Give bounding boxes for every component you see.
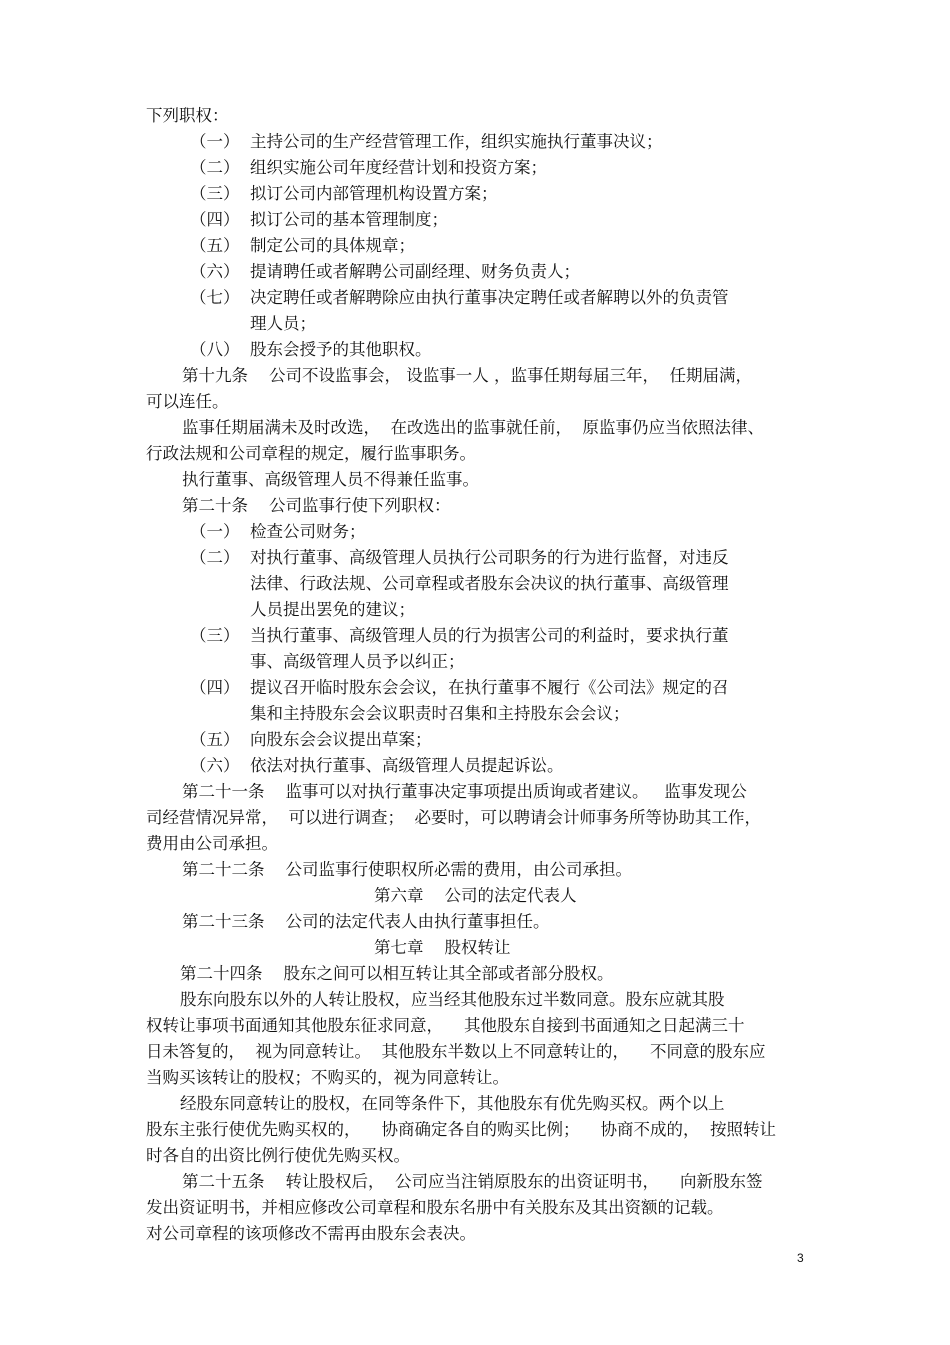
line-text: 司经营情况异常， 可以进行调查； 必要时，可以聘请会计师事务所等协助其工作，	[146, 808, 761, 827]
text-line	[0, 649, 950, 675]
text-line	[0, 779, 950, 805]
text-line	[0, 103, 950, 129]
item-number: （二）	[190, 158, 240, 177]
text-line	[0, 181, 950, 207]
item-text: 向股东会会议提出草案；	[250, 730, 432, 749]
text-line	[0, 389, 950, 415]
line-text: 经股东同意转让的股权，在同等条件下，其他股东有优先购买权。两个以上	[180, 1094, 725, 1113]
text-line	[0, 1221, 950, 1247]
item-number: （四）	[190, 678, 240, 697]
item-text: 股东会授予的其他职权。	[250, 340, 432, 359]
text-line	[0, 935, 950, 961]
text-line	[0, 571, 950, 597]
text-line	[0, 961, 950, 987]
item-number: （一）	[190, 522, 240, 541]
line-text: 对公司章程的该项修改不需再由股东会表决。	[146, 1224, 476, 1243]
line-text: 事、高级管理人员予以纠正；	[250, 652, 465, 671]
text-line	[0, 883, 950, 909]
line-text: 第二十二条 公司监事行使职权所必需的费用，由公司承担。	[182, 860, 632, 879]
line-text: 第二十四条 股东之间可以相互转让其全部或者部分股权。	[180, 964, 614, 983]
text-line	[0, 597, 950, 623]
line-text: 发出资证明书，并相应修改公司章程和股东名册中有关股东及其出资额的记载。	[146, 1198, 724, 1217]
text-line	[0, 831, 950, 857]
item-text: 拟订公司内部管理机构设置方案；	[250, 184, 498, 203]
line-text: 权转让事项书面通知其他股东征求同意， 其他股东自接到书面通知之日起满三十	[146, 1016, 745, 1035]
item-number: （八）	[190, 340, 240, 359]
text-line	[0, 363, 950, 389]
page-number: 3	[797, 1251, 804, 1265]
line-text: 第二十一条 监事可以对执行董事决定事项提出质询或者建议。 监事发现公	[182, 782, 747, 801]
text-line	[0, 727, 950, 753]
text-line	[0, 207, 950, 233]
text-line	[0, 311, 950, 337]
line-text: 股东主张行使优先购买权的， 协商确定各自的购买比例； 协商不成的， 按照转让	[146, 1120, 776, 1139]
text-line	[0, 753, 950, 779]
line-text: 第二十三条 公司的法定代表人由执行董事担任。	[182, 912, 550, 931]
item-number: （一）	[190, 132, 240, 151]
text-line	[0, 233, 950, 259]
text-line	[0, 337, 950, 363]
text-line	[0, 467, 950, 493]
item-text: 对执行董事、高级管理人员执行公司职务的行为进行监督，对违反	[250, 548, 729, 567]
text-line	[0, 519, 950, 545]
item-number: （二）	[190, 548, 240, 567]
line-text: 可以连任。	[146, 392, 229, 411]
item-number: （三）	[190, 626, 240, 645]
line-text: 第六章 公司的法定代表人	[374, 886, 577, 905]
item-text: 当执行董事、高级管理人员的行为损害公司的利益时，要求执行董	[250, 626, 729, 645]
text-line	[0, 1195, 950, 1221]
item-number: （五）	[190, 730, 240, 749]
item-number: （三）	[190, 184, 240, 203]
text-line	[0, 259, 950, 285]
item-text: 决定聘任或者解聘除应由执行董事决定聘任或者解聘以外的负责管	[250, 288, 729, 307]
text-line	[0, 545, 950, 571]
line-text: 法律、行政法规、公司章程或者股东会决议的执行董事、高级管理	[250, 574, 729, 593]
line-text: 集和主持股东会会议职责时召集和主持股东会会议；	[250, 704, 630, 723]
text-line	[0, 701, 950, 727]
text-line	[0, 805, 950, 831]
item-text: 提议召开临时股东会会议，在执行董事不履行《公司法》规定的召	[250, 678, 729, 697]
text-line	[0, 285, 950, 311]
line-text: 股东向股东以外的人转让股权，应当经其他股东过半数同意。股东应就其股	[180, 990, 725, 1009]
line-text: 当购买该转让的股权；不购买的，视为同意转让。	[146, 1068, 509, 1087]
line-text: 行政法规和公司章程的规定，履行监事职务。	[146, 444, 476, 463]
text-line	[0, 1013, 950, 1039]
item-number: （五）	[190, 236, 240, 255]
item-text: 提请聘任或者解聘公司副经理、财务负责人；	[250, 262, 580, 281]
item-number: （七）	[190, 288, 240, 307]
line-text: 日未答复的， 视为同意转让。 其他股东半数以上不同意转让的， 不同意的股东应	[146, 1042, 766, 1061]
text-line	[0, 857, 950, 883]
text-line	[0, 675, 950, 701]
item-text: 检查公司财务；	[250, 522, 366, 541]
item-text: 制定公司的具体规章；	[250, 236, 415, 255]
line-text: 第二十条 公司监事行使下列职权：	[182, 496, 451, 515]
text-line	[0, 1039, 950, 1065]
line-text: 费用由公司承担。	[146, 834, 278, 853]
text-line	[0, 155, 950, 181]
item-number: （六）	[190, 756, 240, 775]
text-line	[0, 623, 950, 649]
item-number: （四）	[190, 210, 240, 229]
text-line	[0, 493, 950, 519]
text-line	[0, 415, 950, 441]
text-line	[0, 1091, 950, 1117]
text-line	[0, 1169, 950, 1195]
item-text: 依法对执行董事、高级管理人员提起诉讼。	[250, 756, 564, 775]
text-line	[0, 129, 950, 155]
line-text: 时各自的出资比例行使优先购买权。	[146, 1146, 410, 1165]
item-text: 主持公司的生产经营管理工作，组织实施执行董事决议；	[250, 132, 663, 151]
item-text: 组织实施公司年度经营计划和投资方案；	[250, 158, 547, 177]
line-text: 人员提出罢免的建议；	[250, 600, 415, 619]
item-text: 拟订公司的基本管理制度；	[250, 210, 448, 229]
line-text: 下列职权：	[146, 106, 229, 125]
text-line	[0, 909, 950, 935]
line-text: 理人员；	[250, 314, 316, 333]
line-text: 执行董事、高级管理人员不得兼任监事。	[182, 470, 479, 489]
text-line	[0, 441, 950, 467]
text-line	[0, 1117, 950, 1143]
line-text: 第七章 股权转让	[374, 938, 511, 957]
text-line	[0, 1065, 950, 1091]
line-text: 第二十五条 转让股权后， 公司应当注销原股东的出资证明书， 向新股东签	[182, 1172, 763, 1191]
text-line	[0, 987, 950, 1013]
text-line	[0, 1143, 950, 1169]
line-text: 第十九条 公司不设监事会， 设监事一人 ，监事任期每届三年， 任期届满，	[182, 366, 752, 385]
line-text: 监事任期届满未及时改选， 在改选出的监事就任前， 原监事仍应当依照法律、	[182, 418, 764, 437]
item-number: （六）	[190, 262, 240, 281]
